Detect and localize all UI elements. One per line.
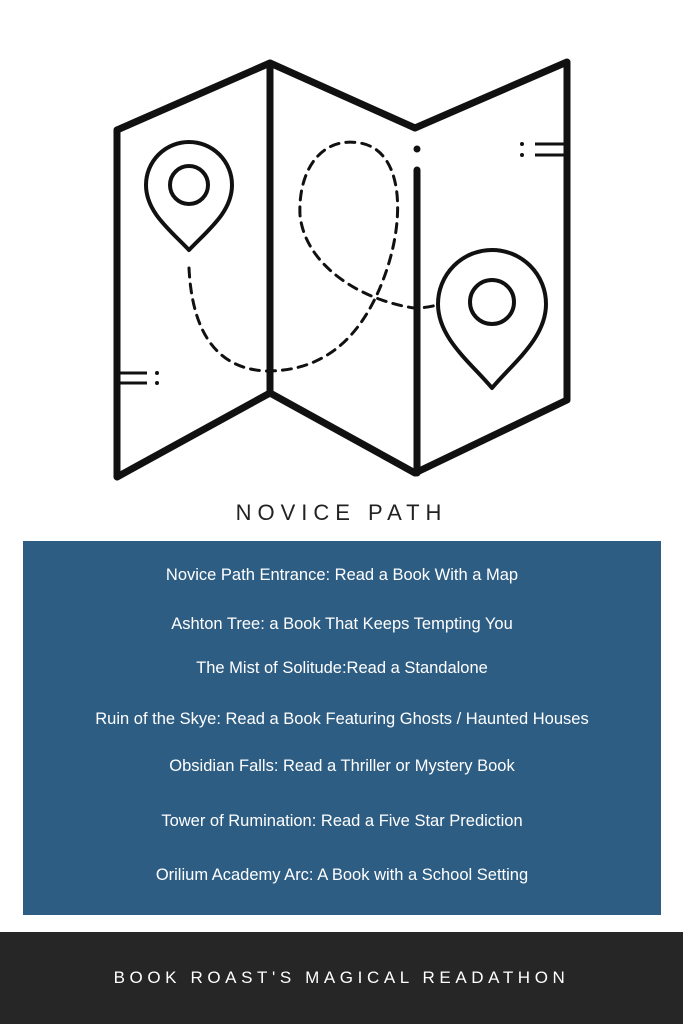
prompt-item: Obsidian Falls: Read a Thriller or Mystery Book — [169, 757, 515, 775]
dashed-route-line — [189, 142, 437, 371]
prompt-item: Novice Path Entrance: Read a Book With a Map — [165, 566, 519, 584]
right-location-pin-icon — [438, 250, 546, 388]
legend-mark-left — [118, 373, 147, 383]
left-location-pin-icon — [146, 142, 232, 250]
prompt-item: Tower of Rumination: Read a Five Star Prediction — [161, 812, 523, 830]
prompt-list-panel — [23, 541, 661, 915]
folded-map-icon — [100, 50, 590, 490]
prompt-item: The Mist of Solitude:Read a Standalone — [196, 659, 488, 677]
prompt-item: Orilium Academy Arc: A Book with a School Setting — [155, 866, 529, 884]
legend-mark-right — [535, 144, 565, 155]
footer-title: BOOK ROAST'S MAGICAL READATHON — [113, 968, 570, 987]
path-title: NOVICE PATH — [235, 500, 448, 525]
prompt-item: Ruin of the Skye: Read a Book Featuring Ghosts / Haunted Houses — [95, 710, 589, 728]
prompt-item: Ashton Tree: a Book That Keeps Tempting You — [171, 615, 513, 633]
footer-bar — [0, 932, 683, 1024]
